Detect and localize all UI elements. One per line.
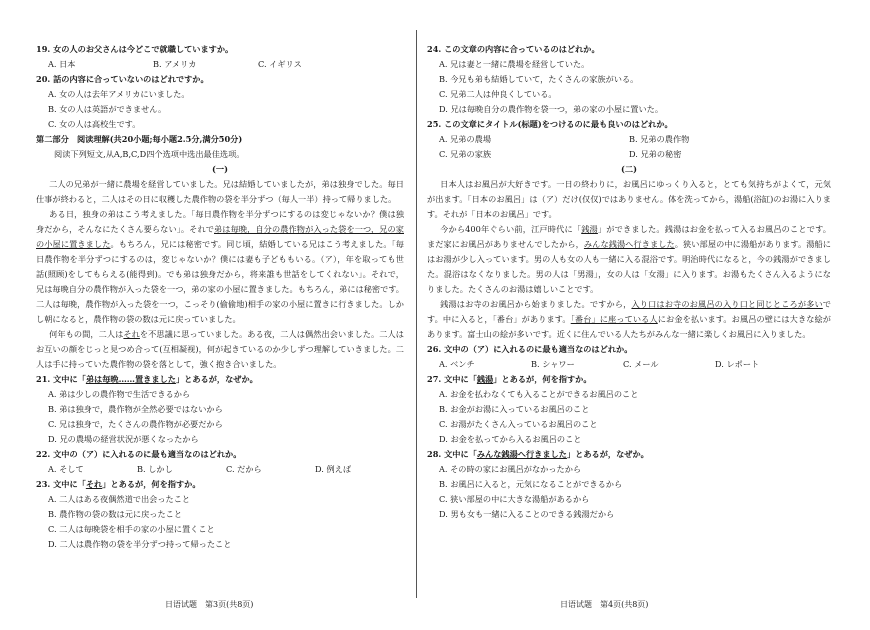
question-26-options [427,357,831,372]
option: B. お金がお湯に入っているお風呂のこと [439,404,590,414]
underlined-text: 銭湯 [476,374,494,384]
question-21 [36,372,404,387]
page-footer-left: 日语试题 第3页(共8页) [165,600,254,609]
option: B. しかし [137,464,173,474]
section-heading: 第二部分 阅读理解(共20小题;每小题2.5分,满分50分) [36,134,243,144]
underlined-text: 入り口はお寺のお風呂の入り口と同じところが多い [631,299,823,309]
column-divider [416,30,417,598]
option: B. 弟は独身で，農作物が全然必要ではないから [48,404,223,414]
paragraph [427,297,831,342]
text: 21. 文中に「 [36,374,86,384]
option: B. 今兄も弟も結婚していて，たくさんの家族がいる。 [439,74,639,84]
question-22: 22. 文中の（ア）に入れるのに最も適当なのはどれか。 [36,449,242,459]
option: C. 女の人は高校生です。 [48,119,141,129]
paragraph [36,327,404,372]
paragraph [36,207,404,327]
section-instruction: 阅读下列短文,从A,B,C,D四个选项中选出最佳选项。 [54,149,245,159]
option: A. 兄は妻と一緒に農場を経営していた。 [439,59,590,69]
underlined-text: みんな銭湯へ行きました [476,449,567,459]
option: C. 兄は独身で，たくさんの農作物が必要だから [48,419,223,429]
option: D. 兄弟の秘密 [629,149,682,159]
text: 27. 文中に「 [427,374,477,384]
option: A. ベンチ [439,359,475,369]
option: A. 女の人は去年アメリカにいました。 [48,89,190,99]
option: C. イギリス [258,59,302,69]
passage-title: (二) [621,164,637,174]
option: D. レポート [715,359,760,369]
question-23 [36,477,404,492]
text: 」とあるが，なぜか。 [566,449,649,459]
underlined-text: それ [123,329,140,339]
option: C. お湯がたくさん入っているお風呂のこと [439,419,598,429]
option: B. お風呂に入ると，元気になることができるから [439,479,623,489]
question-25: 25. この文章にタイトル(标题)をつけるのに最も良いのはどれか。 [427,119,673,129]
option: C. 二人は毎晩袋を相手の家の小屋に置くこと [48,524,215,534]
underlined-text: 弟は毎晩……置きました [85,374,176,384]
paragraph [427,222,831,297]
question-20: 20. 話の内容に合っていないのはどれですか。 [36,74,209,84]
question-28 [427,447,831,462]
option: B. 兄弟の農作物 [629,134,690,144]
option: B. 女の人は英語ができません。 [48,104,167,114]
option: B. アメリカ [153,59,197,69]
passage-text [36,177,404,372]
underlined-text: 銭湯 [581,224,598,234]
text: 。もちろん，兄には秘密です。同じ頃，結婚している兄はこう考えました。「毎日農作物を半分ずつにするのは，変じゃないか？僕には妻も子どももいる。（ア），年を取っても世話(照顾)をしてもらえる(能得到)。でも弟は独身だから，将来誰も世話をしてくれない」。それで，兄は毎晩自分の農作物が入った袋を一つ，弟の家の小屋に置きました。もちろん，弟には秘密です。二人は毎晩，農作物が入った袋を一つ，こっそり(偷偷地)相手の家の小屋に置きに行きました。しかし朝になると，農作物の袋の数は元に戻っていました。 [36,239,404,324]
option: A. 二人はある夜偶然道で出会ったこと [48,494,191,504]
option: C. メール [623,359,659,369]
question-19: 19. 女の人のお父さんは今どこで就職していますか。 [36,44,234,54]
option: B. 農作物の袋の数は元に戻ったこと [48,509,183,519]
option: A. そして [48,464,84,474]
option: A. 弟は少しの農作物で生活できるから [48,389,191,399]
question-26: 26. 文中の（ア）に入れるのに最も適当なのはどれか。 [427,344,633,354]
text: です。中に入ると，「番台」があります。 [427,299,831,324]
option: A. お金を払わなくても入ることができるお風呂のこと [439,389,639,399]
page-footer-right: 日语试题 第4页(共8页) [560,600,649,609]
text: 」ができました。銭湯はお金を払って入るお風呂のことです。まだ家にお風呂がありませんでしたから， [427,224,831,249]
text: 」とあるが，何を指すか。 [493,374,592,384]
paragraph: 二人の兄弟が一緒に農場を経営していました。兄は結婚していましたが，弟は独身でした。毎日仕事が終わると，二人はその日に収穫した農作物の袋を半分ずつ（毎人一半）持って帰りました。 [36,179,404,204]
option: C. 兄弟二人は仲良くしている。 [439,89,557,99]
right-column [427,42,831,522]
text: を不思議に思っていました。ある夜，二人は偶然出会いました。二人はお互いの顔をじっと見つめ合って(互相凝视)，何が起きているのか少しずつ理解していきました。二人は手に持っていた農作物の袋を落として，強く抱き合いました。 [36,329,404,369]
passage-title: (一) [212,164,228,174]
option: D. 二人は農作物の袋を半分ずつ持って帰ったこと [48,539,232,549]
underlined-text: 弟は毎晩，自分の農作物が入った袋を一つ，兄の家の小屋に置きました [36,224,404,249]
option: D. 男も女も一緒に入ることのできる銭湯だから [439,509,615,519]
option: C. 兄弟の家族 [439,149,492,159]
option: D. お金を払ってから入るお風呂のこと [439,434,582,444]
question-25-options-row2 [427,147,831,162]
option: A. その時の家にお風呂がなかったから [439,464,582,474]
text: 今から400年ぐらい前，江戸時代に「 [440,224,582,234]
option: B. シャワー [531,359,575,369]
option: C. 狭い部屋の中に大きな湯船があるから [439,494,590,504]
question-24: 24. この文章の内容に合っているのはどれか。 [427,44,600,54]
text: 28. 文中に「 [427,449,477,459]
question-25-options-row1 [427,132,831,147]
text: 」とあるが，なぜか。 [175,374,258,384]
question-27 [427,372,831,387]
left-column [36,42,404,552]
question-22-options [36,462,404,477]
option: D. 例えば [315,464,352,474]
option: C. だから [226,464,262,474]
option: D. 兄は毎晩自分の農作物を袋一つ，弟の家の小屋に置いた。 [439,104,664,114]
option: A. 兄弟の農場 [439,134,492,144]
text: 何年もの間，二人は [49,329,124,339]
paragraph: 日本人はお風呂が大好きです。一日の終わりに，お風呂にゆっくり入ると，とても気持ちがよくて，元気が出ます。「日本のお風呂」は（ア）だけ(仅仅)ではありません。体を洗ってから，湯船(浴缸)のお湯に入ります。それが「日本のお風呂」です。 [427,179,831,219]
text: 」とあるが，何を指すか。 [102,479,201,489]
text: ある日，独身の弟はこう考えました。「毎日農作物を半分ずつにするのは変じゃないか？僕は独身だから，そんなにたくさん要らない」。それで [36,209,404,234]
option: D. 兄の農場の経営状況が悪くなったから [48,434,199,444]
question-19-options [36,57,404,72]
text: 銭湯はお寺のお風呂から始まりました。ですから， [440,299,632,309]
passage-text [427,177,831,342]
underlined-text: 「番台」に座っている人 [570,314,658,324]
option: A. 日本 [48,59,76,69]
text: 。狭い部屋の中に湯船があります。湯船にはお湯が少し入っています。男の人も女の人も一緒に入る混浴です。明治時代になると，今の銭湯ができました。混浴はなくなりました。男の人は「男湯」，女の人は「女湯」に入ります。お湯もたくさん入るようになりました。たくさんのお湯は嬉しいことです。 [427,239,831,294]
text: 23. 文中に「 [36,479,86,489]
text: にお金を払います。お風呂の壁には大きな絵があります。富士山の絵が多いです。近くに住んでいる人たちがみんな一緒に楽しくお風呂に入りました。 [427,314,831,339]
underlined-text: みんな銭湯へ行きました [583,239,675,249]
underlined-text: それ [85,479,103,489]
